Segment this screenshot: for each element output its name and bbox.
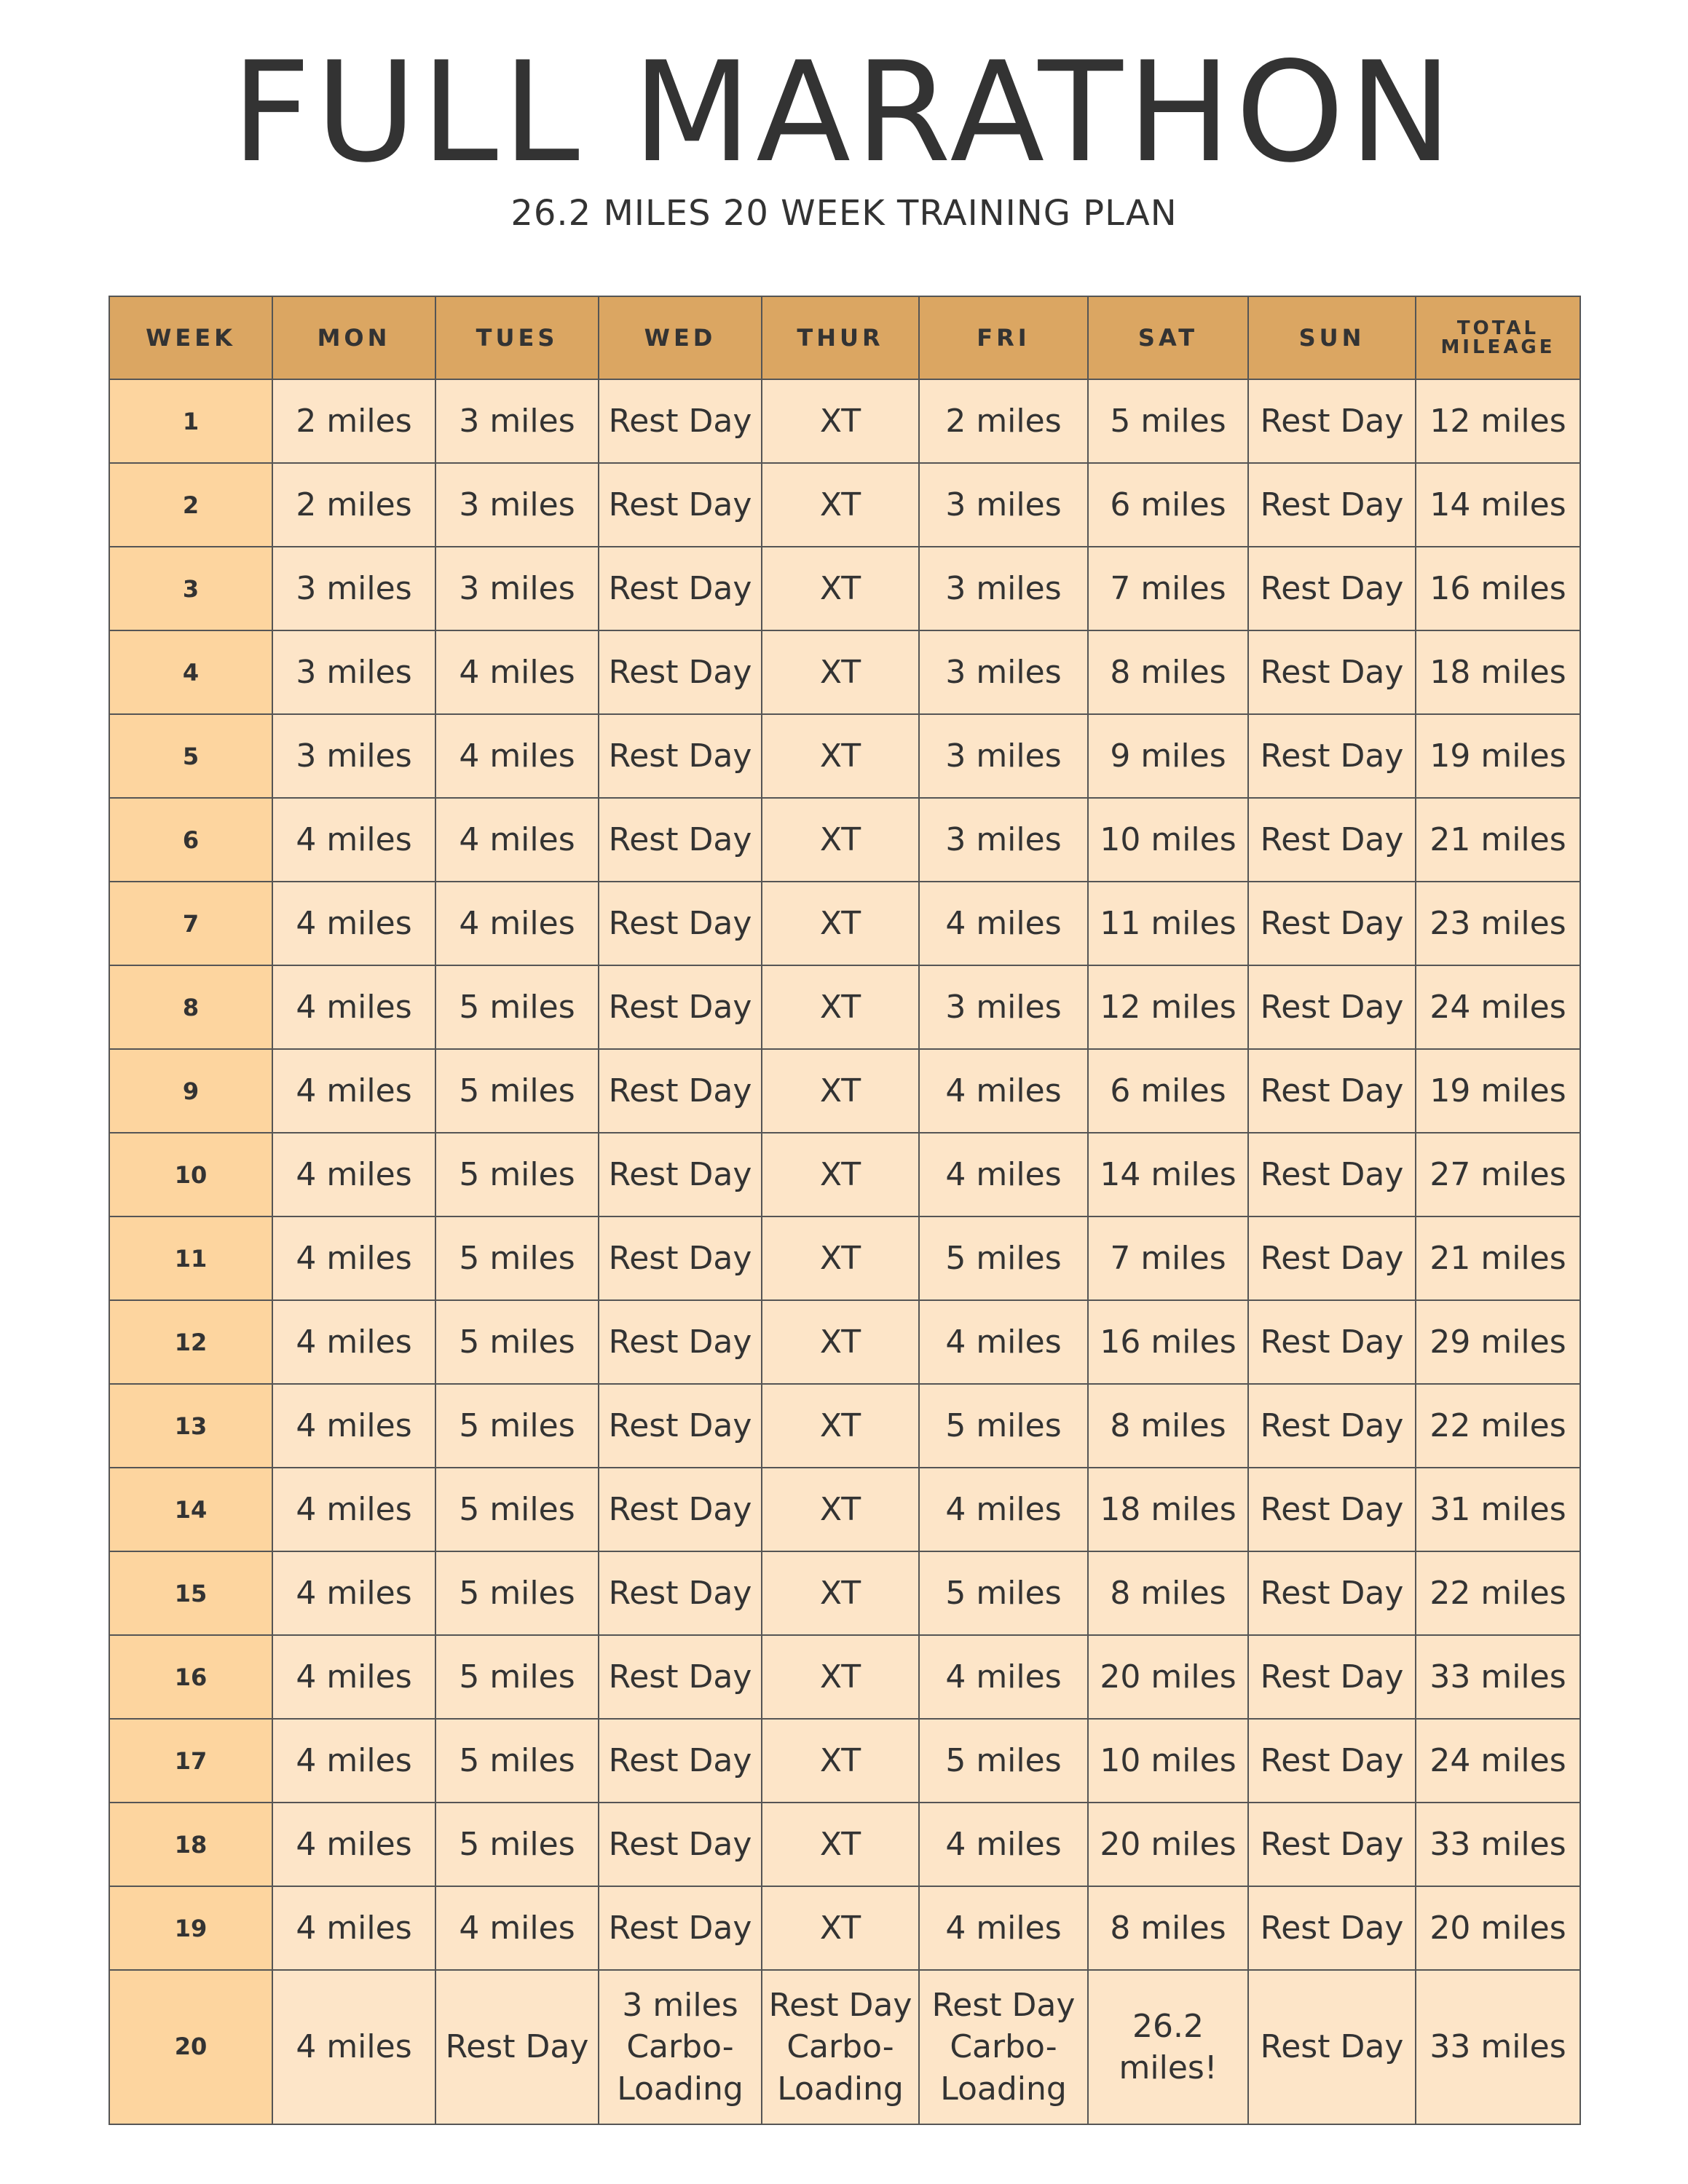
cell-fri: 4 miles	[919, 882, 1088, 965]
cell-fri: 5 miles	[919, 1551, 1088, 1635]
cell-wed	[599, 1970, 762, 2124]
cell-sat: 8 miles	[1088, 1886, 1248, 1970]
cell-total-mileage: 22 miles	[1416, 1384, 1580, 1468]
table-row	[109, 1049, 1580, 1133]
week-number: 13	[109, 1384, 272, 1468]
cell-thur: XT	[762, 965, 919, 1049]
cell-wed: Rest Day	[599, 714, 762, 798]
table-row	[109, 1300, 1580, 1384]
cell-tues: Rest Day	[435, 1970, 599, 2124]
cell-sun: Rest Day	[1248, 630, 1416, 714]
header-tues: TUES	[435, 296, 599, 379]
header-mon: MON	[272, 296, 435, 379]
cell-wed: Rest Day	[599, 1635, 762, 1719]
cell-wed: Rest Day	[599, 630, 762, 714]
cell-tues: 4 miles	[435, 798, 599, 882]
cell-thur: XT	[762, 1300, 919, 1384]
cell-mon: 3 miles	[272, 714, 435, 798]
cell-line: Loading	[617, 2070, 744, 2108]
cell-sun: Rest Day	[1248, 798, 1416, 882]
cell-wed: Rest Day	[599, 547, 762, 630]
cell-sat: 8 miles	[1088, 1551, 1248, 1635]
cell-wed: Rest Day	[599, 1384, 762, 1468]
cell-mon: 4 miles	[272, 965, 435, 1049]
cell-mon: 4 miles	[272, 1133, 435, 1216]
cell-sun: Rest Day	[1248, 1551, 1416, 1635]
week-number: 2	[109, 463, 272, 547]
cell-tues: 4 miles	[435, 882, 599, 965]
cell-fri: 3 miles	[919, 798, 1088, 882]
cell-total-mileage: 33 miles	[1416, 1635, 1580, 1719]
cell-line: Loading	[940, 2070, 1067, 2108]
cell-fri	[919, 1970, 1088, 2124]
cell-total-mileage: 23 miles	[1416, 882, 1580, 965]
table-row	[109, 1133, 1580, 1216]
week-number: 17	[109, 1719, 272, 1803]
table-row	[109, 1468, 1580, 1551]
cell-fri: 4 miles	[919, 1133, 1088, 1216]
cell-wed: Rest Day	[599, 1886, 762, 1970]
cell-thur: XT	[762, 1049, 919, 1133]
cell-tues: 5 miles	[435, 1803, 599, 1886]
table-row-week-20	[109, 1970, 1580, 2124]
cell-sun: Rest Day	[1248, 714, 1416, 798]
cell-line: Rest Day	[768, 1987, 912, 2025]
cell-thur: XT	[762, 463, 919, 547]
cell-tues: 3 miles	[435, 379, 599, 463]
cell-total-mileage: 31 miles	[1416, 1468, 1580, 1551]
cell-fri: 4 miles	[919, 1049, 1088, 1133]
week-number: 10	[109, 1133, 272, 1216]
cell-thur: XT	[762, 714, 919, 798]
cell-total-mileage: 21 miles	[1416, 798, 1580, 882]
cell-fri: 4 miles	[919, 1803, 1088, 1886]
cell-tues: 4 miles	[435, 714, 599, 798]
week-number: 3	[109, 547, 272, 630]
cell-tues: 5 miles	[435, 1551, 599, 1635]
cell-mon: 4 miles	[272, 798, 435, 882]
cell-thur: XT	[762, 1719, 919, 1803]
cell-tues: 3 miles	[435, 463, 599, 547]
table-row	[109, 379, 1580, 463]
cell-line: Loading	[777, 2070, 904, 2108]
cell-sat: 10 miles	[1088, 1719, 1248, 1803]
cell-line: 3 miles	[622, 1987, 738, 2025]
table-row	[109, 1886, 1580, 1970]
cell-total-mileage: 12 miles	[1416, 379, 1580, 463]
cell-line: 26.2	[1132, 2007, 1204, 2045]
cell-mon: 4 miles	[272, 1635, 435, 1719]
cell-line: miles!	[1119, 2049, 1218, 2086]
cell-sat: 7 miles	[1088, 547, 1248, 630]
cell-total-mileage: 21 miles	[1416, 1216, 1580, 1300]
cell-sat: 18 miles	[1088, 1468, 1248, 1551]
cell-tues: 4 miles	[435, 630, 599, 714]
cell-total-mileage: 18 miles	[1416, 630, 1580, 714]
cell-thur: XT	[762, 1886, 919, 1970]
cell-fri: 4 miles	[919, 1635, 1088, 1719]
cell-tues: 5 miles	[435, 1216, 599, 1300]
cell-sat: 10 miles	[1088, 798, 1248, 882]
cell-thur: XT	[762, 1216, 919, 1300]
cell-mon: 2 miles	[272, 463, 435, 547]
cell-wed: Rest Day	[599, 1216, 762, 1300]
week-number: 15	[109, 1551, 272, 1635]
cell-total-mileage: 29 miles	[1416, 1300, 1580, 1384]
table-row	[109, 547, 1580, 630]
cell-tues: 5 miles	[435, 1133, 599, 1216]
cell-wed: Rest Day	[599, 1049, 762, 1133]
cell-total-mileage: 20 miles	[1416, 1886, 1580, 1970]
cell-thur: XT	[762, 547, 919, 630]
week-number: 1	[109, 379, 272, 463]
cell-mon: 4 miles	[272, 1719, 435, 1803]
cell-mon: 4 miles	[272, 1049, 435, 1133]
training-plan-table	[109, 296, 1581, 2125]
cell-tues: 5 miles	[435, 1635, 599, 1719]
table-row	[109, 630, 1580, 714]
cell-mon: 3 miles	[272, 547, 435, 630]
cell-mon: 4 miles	[272, 1216, 435, 1300]
cell-tues: 5 miles	[435, 1468, 599, 1551]
cell-total-mileage: 24 miles	[1416, 1719, 1580, 1803]
cell-thur: XT	[762, 1384, 919, 1468]
cell-mon: 4 miles	[272, 1468, 435, 1551]
header-total-mileage: TOTAL MILEAGE	[1416, 296, 1580, 379]
cell-sun: Rest Day	[1248, 547, 1416, 630]
week-number: 5	[109, 714, 272, 798]
cell-thur	[762, 1970, 919, 2124]
cell-total-mileage: 33 miles	[1416, 1970, 1580, 2124]
cell-sat: 12 miles	[1088, 965, 1248, 1049]
cell-total-mileage: 33 miles	[1416, 1803, 1580, 1886]
cell-tues: 5 miles	[435, 1049, 599, 1133]
week-number: 7	[109, 882, 272, 965]
cell-total-mileage: 27 miles	[1416, 1133, 1580, 1216]
cell-mon: 4 miles	[272, 1384, 435, 1468]
week-number: 4	[109, 630, 272, 714]
cell-sat: 11 miles	[1088, 882, 1248, 965]
cell-sat: 5 miles	[1088, 379, 1248, 463]
week-number: 18	[109, 1803, 272, 1886]
table-row	[109, 1216, 1580, 1300]
cell-thur: XT	[762, 798, 919, 882]
cell-fri: 3 miles	[919, 965, 1088, 1049]
cell-sat: 20 miles	[1088, 1635, 1248, 1719]
cell-mon: 4 miles	[272, 882, 435, 965]
cell-wed: Rest Day	[599, 379, 762, 463]
cell-sat: 8 miles	[1088, 1384, 1248, 1468]
cell-sun: Rest Day	[1248, 1216, 1416, 1300]
week-number: 16	[109, 1635, 272, 1719]
table-row	[109, 965, 1580, 1049]
cell-total-mileage: 19 miles	[1416, 1049, 1580, 1133]
cell-sat: 20 miles	[1088, 1803, 1248, 1886]
cell-thur: XT	[762, 630, 919, 714]
cell-sun: Rest Day	[1248, 1635, 1416, 1719]
cell-sun: Rest Day	[1248, 463, 1416, 547]
cell-sun: Rest Day	[1248, 1049, 1416, 1133]
cell-tues: 5 miles	[435, 965, 599, 1049]
cell-wed: Rest Day	[599, 1468, 762, 1551]
cell-sun: Rest Day	[1248, 1384, 1416, 1468]
cell-wed: Rest Day	[599, 882, 762, 965]
cell-line: Carbo-	[626, 2028, 734, 2066]
header-thur: THUR	[762, 296, 919, 379]
cell-sun: Rest Day	[1248, 1970, 1416, 2124]
cell-sun: Rest Day	[1248, 1803, 1416, 1886]
cell-sat	[1088, 1970, 1248, 2124]
cell-sun: Rest Day	[1248, 1133, 1416, 1216]
cell-fri: 4 miles	[919, 1300, 1088, 1384]
cell-sun: Rest Day	[1248, 379, 1416, 463]
cell-thur: XT	[762, 1635, 919, 1719]
cell-wed: Rest Day	[599, 1133, 762, 1216]
table-row	[109, 1803, 1580, 1886]
cell-fri: 4 miles	[919, 1886, 1088, 1970]
table-row	[109, 463, 1580, 547]
week-number: 8	[109, 965, 272, 1049]
cell-wed: Rest Day	[599, 965, 762, 1049]
cell-total-mileage: 22 miles	[1416, 1551, 1580, 1635]
cell-mon: 3 miles	[272, 630, 435, 714]
header-sat: SAT	[1088, 296, 1248, 379]
cell-mon: 4 miles	[272, 1886, 435, 1970]
table-row	[109, 714, 1580, 798]
cell-fri: 3 miles	[919, 547, 1088, 630]
cell-sun: Rest Day	[1248, 1300, 1416, 1384]
table-row	[109, 882, 1580, 965]
page-title: FULL MARATHON	[231, 32, 1457, 193]
cell-sun: Rest Day	[1248, 1468, 1416, 1551]
cell-line: Rest Day	[931, 1987, 1076, 2025]
table-row	[109, 1384, 1580, 1468]
cell-total-mileage: 19 miles	[1416, 714, 1580, 798]
header-fri: FRI	[919, 296, 1088, 379]
cell-wed: Rest Day	[599, 1719, 762, 1803]
cell-sun: Rest Day	[1248, 1886, 1416, 1970]
cell-fri: 3 miles	[919, 714, 1088, 798]
cell-wed: Rest Day	[599, 1551, 762, 1635]
cell-fri: 4 miles	[919, 1468, 1088, 1551]
cell-thur: XT	[762, 1803, 919, 1886]
week-number: 9	[109, 1049, 272, 1133]
cell-wed: Rest Day	[599, 463, 762, 547]
cell-sun: Rest Day	[1248, 1719, 1416, 1803]
cell-sat: 8 miles	[1088, 630, 1248, 714]
cell-sat: 6 miles	[1088, 463, 1248, 547]
page-subtitle: 26.2 MILES 20 WEEK TRAINING PLAN	[510, 193, 1178, 234]
cell-mon: 4 miles	[272, 1803, 435, 1886]
cell-total-mileage: 16 miles	[1416, 547, 1580, 630]
week-number: 14	[109, 1468, 272, 1551]
cell-tues: 5 miles	[435, 1300, 599, 1384]
cell-wed: Rest Day	[599, 1803, 762, 1886]
cell-mon: 4 miles	[272, 1551, 435, 1635]
cell-fri: 5 miles	[919, 1719, 1088, 1803]
week-number: 6	[109, 798, 272, 882]
table-row	[109, 1719, 1580, 1803]
cell-thur: XT	[762, 882, 919, 965]
table-row	[109, 1635, 1580, 1719]
cell-line: Carbo-	[786, 2028, 894, 2066]
cell-sat: 7 miles	[1088, 1216, 1248, 1300]
cell-sun: Rest Day	[1248, 882, 1416, 965]
cell-line: Carbo-	[950, 2028, 1057, 2066]
header-sun: SUN	[1248, 296, 1416, 379]
cell-mon: 2 miles	[272, 379, 435, 463]
cell-sat: 9 miles	[1088, 714, 1248, 798]
cell-wed: Rest Day	[599, 798, 762, 882]
cell-sat: 6 miles	[1088, 1049, 1248, 1133]
cell-sat: 14 miles	[1088, 1133, 1248, 1216]
week-number: 20	[109, 1970, 272, 2124]
header-week: WEEK	[109, 296, 272, 379]
cell-thur: XT	[762, 379, 919, 463]
cell-wed: Rest Day	[599, 1300, 762, 1384]
week-number: 11	[109, 1216, 272, 1300]
cell-tues: 5 miles	[435, 1384, 599, 1468]
cell-tues: 3 miles	[435, 547, 599, 630]
table-header-row	[109, 296, 1580, 379]
cell-sun: Rest Day	[1248, 965, 1416, 1049]
header-wed: WED	[599, 296, 762, 379]
cell-thur: XT	[762, 1468, 919, 1551]
week-number: 12	[109, 1300, 272, 1384]
cell-fri: 3 miles	[919, 630, 1088, 714]
cell-mon: 4 miles	[272, 1970, 435, 2124]
cell-fri: 5 miles	[919, 1216, 1088, 1300]
table-body	[109, 379, 1580, 2124]
cell-tues: 5 miles	[435, 1719, 599, 1803]
cell-sat: 16 miles	[1088, 1300, 1248, 1384]
cell-mon: 4 miles	[272, 1300, 435, 1384]
cell-total-mileage: 14 miles	[1416, 463, 1580, 547]
cell-thur: XT	[762, 1551, 919, 1635]
cell-fri: 5 miles	[919, 1384, 1088, 1468]
table-row	[109, 798, 1580, 882]
week-number: 19	[109, 1886, 272, 1970]
cell-fri: 3 miles	[919, 463, 1088, 547]
cell-total-mileage: 24 miles	[1416, 965, 1580, 1049]
cell-fri: 2 miles	[919, 379, 1088, 463]
cell-tues: 4 miles	[435, 1886, 599, 1970]
table-row	[109, 1551, 1580, 1635]
cell-thur: XT	[762, 1133, 919, 1216]
